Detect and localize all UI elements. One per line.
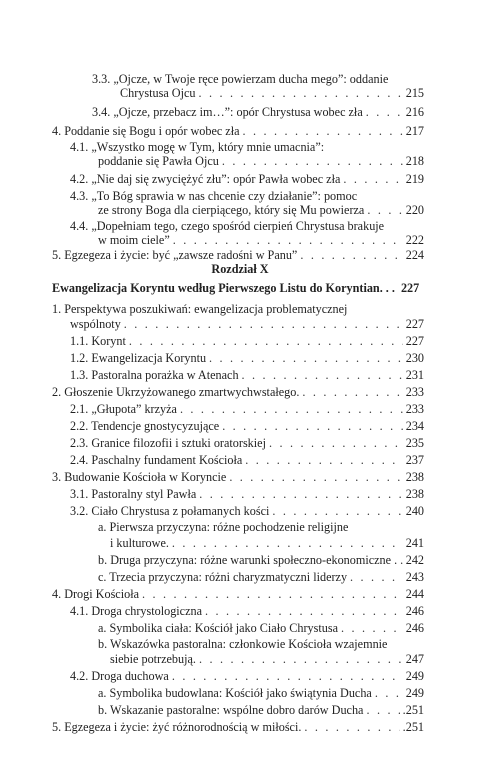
toc-entry-text: wspólnoty xyxy=(70,317,121,331)
leader-dots xyxy=(272,504,402,518)
toc-entry xyxy=(98,553,424,567)
toc-entry-text: 3.2. Ciało Chrystusa z połamanych kości xyxy=(70,504,270,518)
toc-entry-text: w moim ciele” xyxy=(98,233,170,247)
leader-dots xyxy=(199,652,403,666)
toc-entry xyxy=(52,470,424,484)
chapter-label: Rozdział X xyxy=(211,262,269,276)
toc-page-number: 222 xyxy=(405,233,424,247)
toc-page-number: 246 xyxy=(405,604,424,618)
toc-entry xyxy=(70,419,424,433)
leader-dots xyxy=(142,587,403,601)
toc-entry xyxy=(70,402,424,416)
toc-page-number: 219 xyxy=(405,172,424,186)
toc-entry xyxy=(98,703,424,717)
toc-page-number: 218 xyxy=(405,154,424,168)
leader-dots xyxy=(269,436,403,450)
toc-entry xyxy=(98,621,424,635)
toc-entry-text: 2.2. Tendencje gnostycyzujące xyxy=(70,419,220,433)
toc-entry-text: poddanie się Pawła Ojcu xyxy=(98,154,219,168)
toc-page-number: 227 xyxy=(405,334,424,348)
toc-entry xyxy=(52,587,424,601)
toc-entry-text: 1.1. Korynt xyxy=(70,334,126,348)
leader-dots xyxy=(172,536,403,550)
toc-page-number: 242 xyxy=(405,553,424,567)
toc-page-number: 231 xyxy=(405,368,424,382)
toc-entry xyxy=(70,317,424,331)
leader-dots xyxy=(300,248,402,262)
toc-page-number: 241 xyxy=(405,536,424,550)
toc-entry xyxy=(98,203,424,217)
toc-page-number: 237 xyxy=(405,453,424,467)
leader-dots xyxy=(222,154,403,168)
toc-entry xyxy=(52,385,424,399)
leader-dots xyxy=(129,334,403,348)
toc-page-number: 215 xyxy=(405,86,424,100)
toc-entry-text: 4.1. Droga chrystologiczna xyxy=(70,604,202,618)
toc-page-number: 238 xyxy=(405,470,424,484)
toc-entry xyxy=(98,233,424,247)
toc-page-number: 217 xyxy=(405,124,424,138)
toc-entry: b. Wskazówka pastoralna: członkowie Kościoła wzajemnie xyxy=(98,637,388,651)
toc-entry: 1. Perspektywa poszukiwań: ewangelizacja problematycznej xyxy=(52,302,348,316)
leader-dots xyxy=(366,703,399,717)
toc-page-number: 244 xyxy=(405,587,424,601)
toc-entry-text: 2.1. „Głupota” krzyża xyxy=(70,402,177,416)
toc-page-number: 243 xyxy=(405,570,424,584)
toc-entry xyxy=(70,351,424,365)
toc-entry-text: 4. Drogi Kościoła xyxy=(52,587,139,601)
chapter-title xyxy=(52,281,424,295)
toc-entry-text: a. Symbolika budowlana: Kościół jako świątynia Ducha xyxy=(98,686,372,700)
toc-entry xyxy=(70,504,424,518)
toc-entry xyxy=(70,453,424,467)
toc-page-number: .251 xyxy=(402,720,424,734)
toc-entry xyxy=(70,334,424,348)
leader-dots xyxy=(400,553,403,567)
toc-page-number: .251 xyxy=(402,703,424,717)
toc-entry xyxy=(92,105,424,119)
toc-entry xyxy=(110,652,424,666)
toc-entry-text: b. Wskazanie pastoralne: wspólne dobro darów Ducha xyxy=(98,703,364,717)
leader-dots xyxy=(343,172,402,186)
toc-entry-text: 1.2. Ewangelizacja Koryntu xyxy=(70,351,207,365)
toc-entry-text: 1.3. Pastoralna porażka w Atenach xyxy=(70,368,239,382)
leader-dots xyxy=(242,368,403,382)
leader-dots xyxy=(229,470,402,484)
toc-page-number: 234 xyxy=(405,419,424,433)
toc-entry xyxy=(98,570,424,584)
toc-entry xyxy=(98,154,424,168)
toc-entry-text: ze strony Boga dla cierpiącego, który się Mu powierza xyxy=(98,203,365,217)
toc-page-number: 249 xyxy=(405,686,424,700)
toc-entry-text: 3. Budowanie Kościoła w Koryncie xyxy=(52,470,227,484)
toc-page-number: 233 xyxy=(405,385,424,399)
toc-page-number: 249 xyxy=(405,669,424,683)
leader-dots xyxy=(180,402,403,416)
toc-entry-text: 4. Poddanie się Bogu i opór wobec zła xyxy=(52,124,240,138)
toc-entry-text: Chrystusa Ojcu xyxy=(120,86,196,100)
toc-entry: 4.3. „To Bóg sprawia w nas chcenie czy działanie”: pomoc xyxy=(70,189,358,203)
toc-entry: a. Pierwsza przyczyna: różne pochodzenie religijne xyxy=(98,520,349,534)
toc-entry-text: 5. Egzegeza i życie: żyć różnorodnością w miłości. xyxy=(52,720,302,734)
toc-entry-text: 4.2. Droga duchowa xyxy=(70,669,169,683)
toc-entry xyxy=(52,124,424,138)
toc-entry xyxy=(70,487,424,501)
leader-dots xyxy=(172,669,403,683)
leader-dots xyxy=(375,686,403,700)
toc-entry: 3.3. „Ojcze, w Twoje ręce powierzam ducha mego”: oddanie xyxy=(92,72,389,86)
toc-page-number: 230 xyxy=(405,351,424,365)
toc-page-number: 238 xyxy=(405,487,424,501)
toc-entry-text: b. Druga przyczyna: różne warunki społeczno-ekonomiczne . xyxy=(98,553,398,567)
toc-entry xyxy=(98,686,424,700)
toc-entry-text: 4.2. „Nie daj się zwyciężyć złu”: opór Pawła wobec zła xyxy=(70,172,341,186)
leader-dots xyxy=(302,385,402,399)
leader-dots xyxy=(205,604,403,618)
toc-entry xyxy=(70,172,424,186)
toc-page-number: 227 xyxy=(405,317,424,331)
toc-entry xyxy=(70,604,424,618)
toc-entry: 4.4. „Dopełniam tego, czego spośród cierpień Chrystusa brakuje xyxy=(70,219,385,233)
leader-dots xyxy=(124,317,403,331)
toc-entry xyxy=(70,368,424,382)
toc-entry-text: 2. Głoszenie Ukrzyżowanego zmartwychwstałego. xyxy=(52,385,300,399)
leader-dots xyxy=(350,570,403,584)
leader-dots xyxy=(341,621,403,635)
chapter-title-text: Ewangelizacja Koryntu według Pierwszego Listu do Koryntian. . . xyxy=(52,281,395,295)
toc-entry-text: 2.4. Paschalny fundament Kościoła xyxy=(70,453,243,467)
leader-dots xyxy=(367,203,402,217)
toc-page-number: 235 xyxy=(405,436,424,450)
leader-dots xyxy=(304,720,399,734)
leader-dots xyxy=(245,453,402,467)
toc-entry-text: a. Symbolika ciała: Kościół jako Ciało Chrystusa xyxy=(98,621,338,635)
toc-page-number: 224 xyxy=(405,248,424,262)
toc-page-number: 233 xyxy=(405,402,424,416)
leader-dots xyxy=(199,487,402,501)
toc-page-number: 227 xyxy=(400,281,420,295)
toc-page-number: 216 xyxy=(405,105,424,119)
toc-entry-text: i kulturowe. xyxy=(110,536,169,550)
toc-page-number: 220 xyxy=(405,203,424,217)
toc-page-number: 247 xyxy=(405,652,424,666)
toc-entry-text: siebie potrzebują. xyxy=(110,652,196,666)
toc-entry xyxy=(70,436,424,450)
leader-dots xyxy=(199,86,403,100)
toc-entry xyxy=(70,669,424,683)
toc-entry xyxy=(52,248,424,262)
toc-entry-text: 5. Egzegeza i życie: być „zawsze radośni w Panu” xyxy=(52,248,298,262)
leader-dots xyxy=(209,351,403,365)
toc-entry: 4.1. „Wszystko mogę w Tym, który mnie umacnia”: xyxy=(70,140,325,154)
toc-entry xyxy=(120,86,424,100)
toc-entry xyxy=(52,720,424,734)
toc-page-number: 240 xyxy=(405,504,424,518)
leader-dots xyxy=(243,124,403,138)
leader-dots xyxy=(366,105,403,119)
toc-entry-text: 3.1. Pastoralny styl Pawła xyxy=(70,487,197,501)
toc-entry-text: c. Trzecia przyczyna: różni charyzmatyczni liderzy xyxy=(98,570,348,584)
toc-entry xyxy=(110,536,424,550)
toc-entry-text: 3.4. „Ojcze, przebacz im…”: opór Chrystusa wobec zła xyxy=(92,105,363,119)
toc-entry-text: 2.3. Granice filozofii i sztuki oratorskiej xyxy=(70,436,266,450)
leader-dots xyxy=(222,419,403,433)
toc-page-number: 246 xyxy=(405,621,424,635)
leader-dots xyxy=(173,233,403,247)
